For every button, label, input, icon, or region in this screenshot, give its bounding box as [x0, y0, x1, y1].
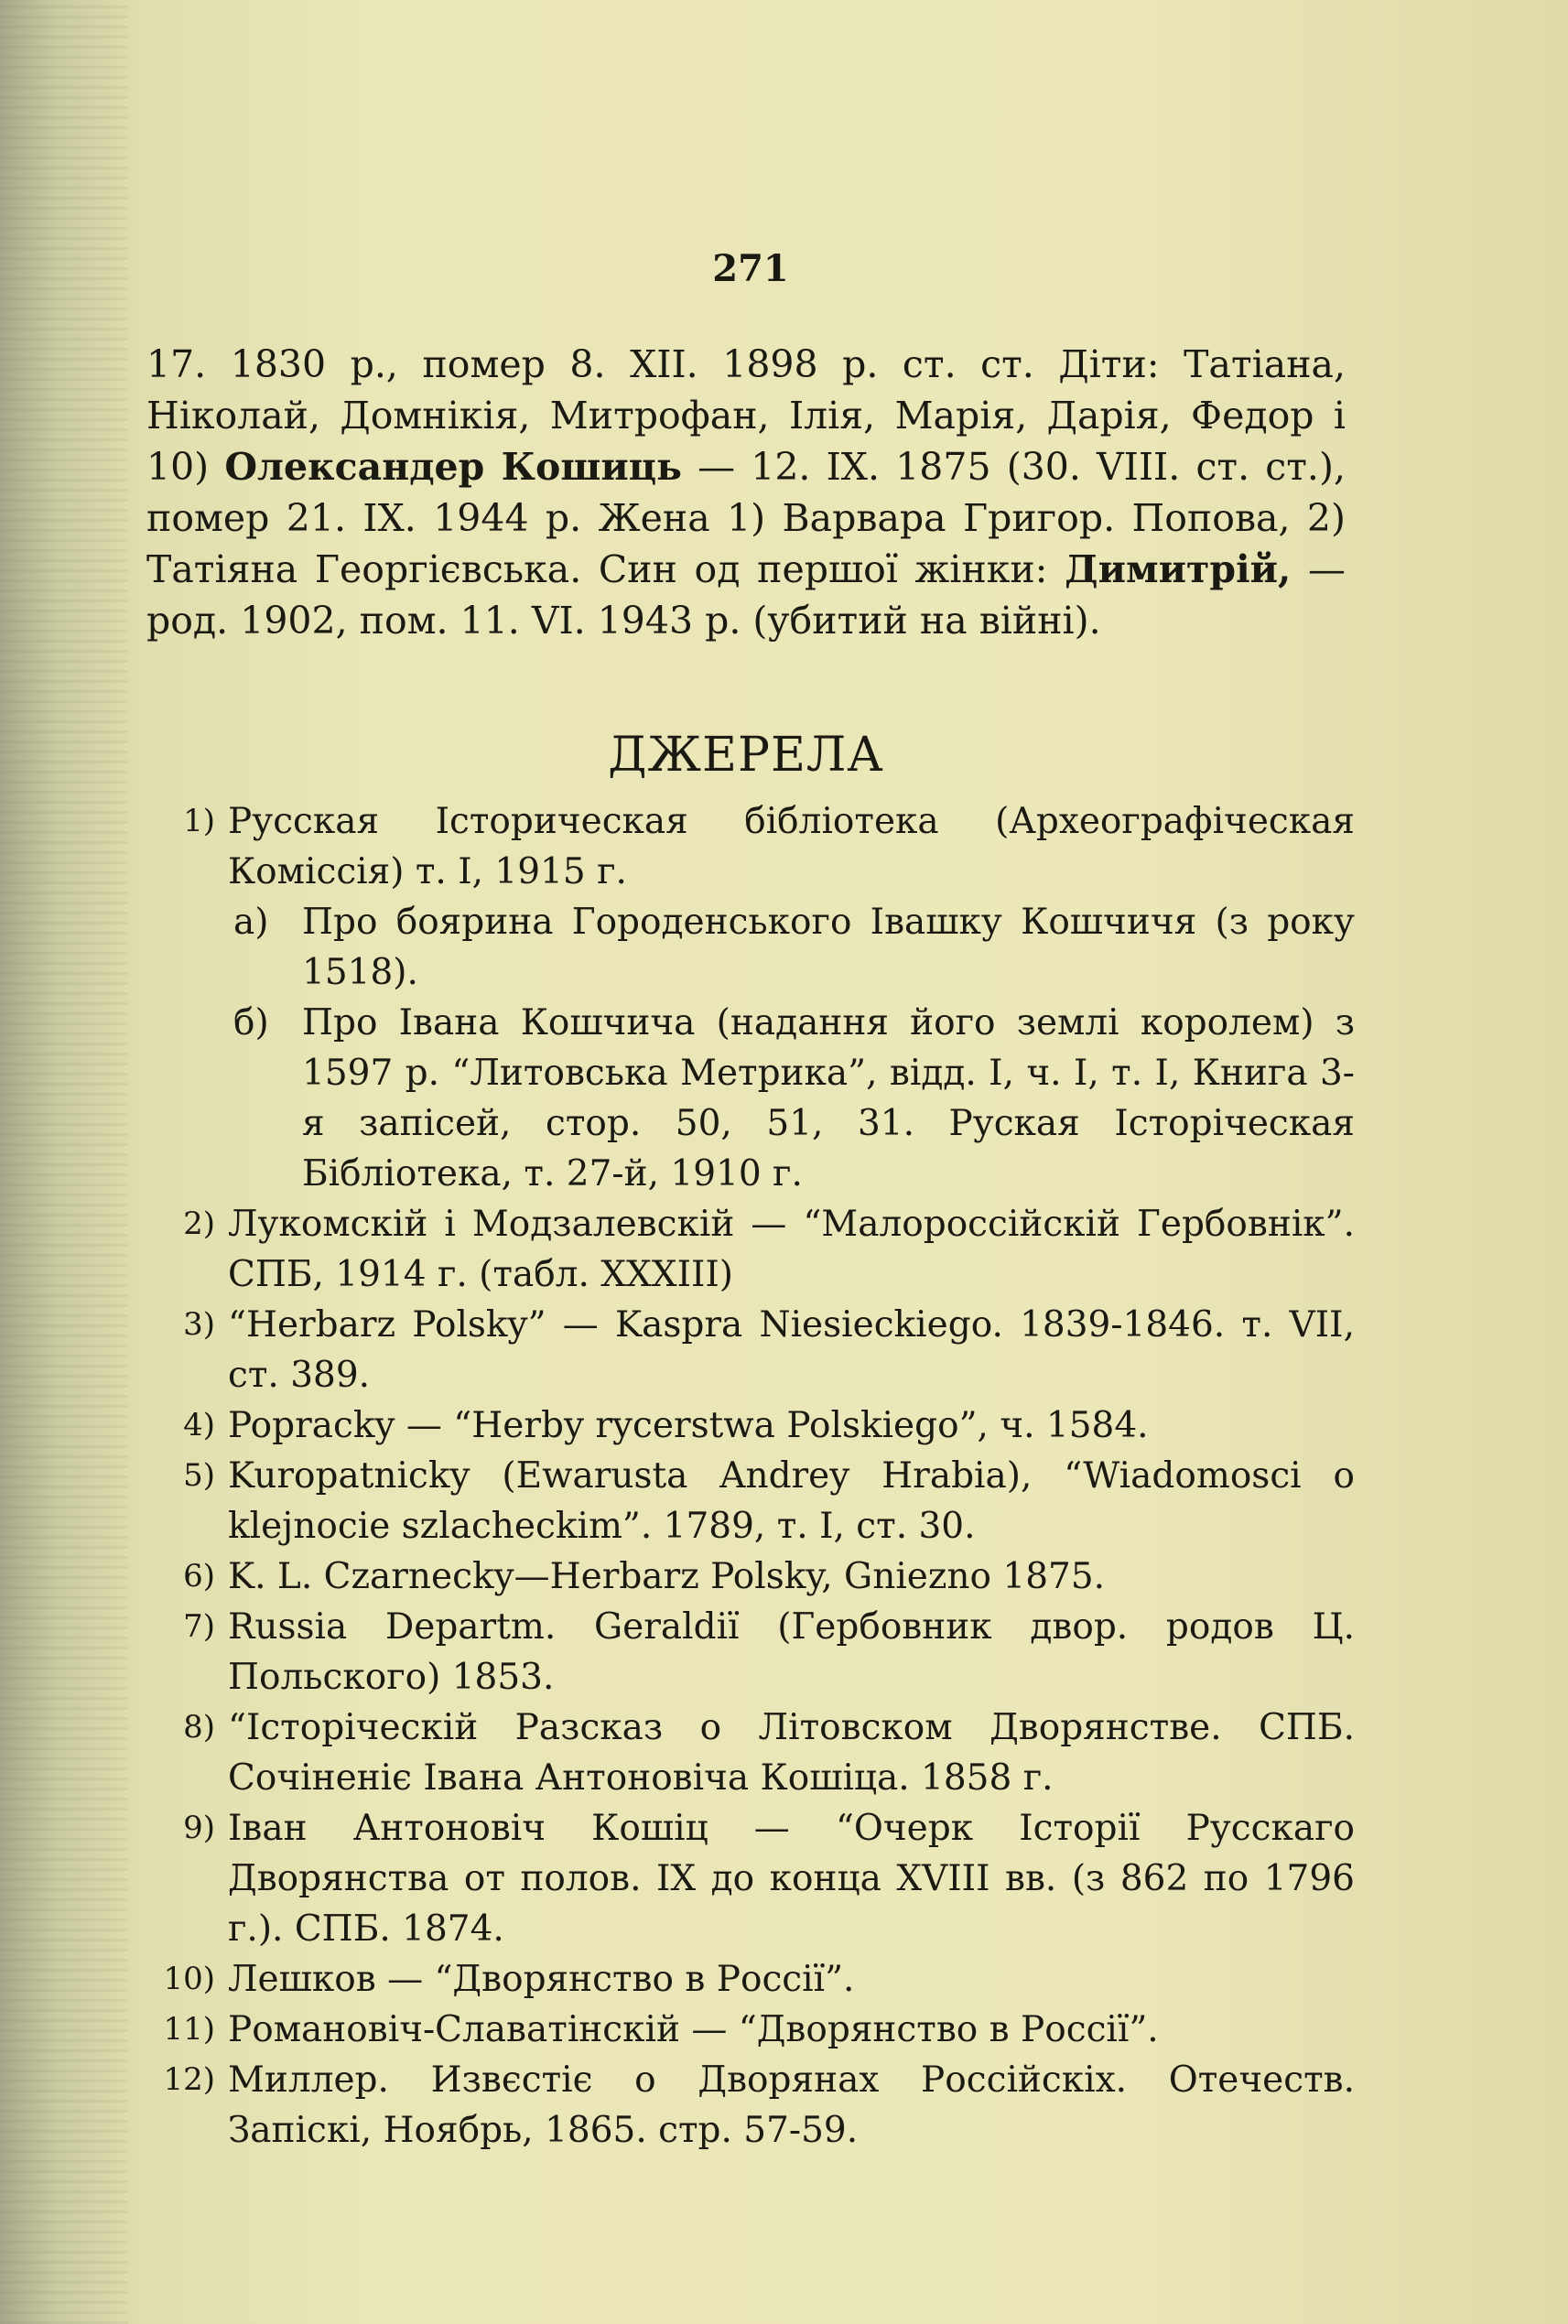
- source-number: 12): [163, 2061, 215, 2098]
- source-item: [146, 1954, 1355, 2005]
- name-dymytriy: Димитрій,: [1065, 547, 1292, 591]
- source-item: [146, 2005, 1355, 2055]
- source-item: [146, 1300, 1355, 1400]
- name-oleksander-koshyts: Олександер Кошиць: [224, 445, 682, 489]
- section-title: ДЖЕРЕЛА: [608, 728, 884, 783]
- binding-gutter: [0, 0, 128, 2324]
- source-number: 8): [183, 1709, 215, 1746]
- source-number: 4): [183, 1407, 215, 1443]
- source-number: 3): [183, 1306, 215, 1343]
- subitem-letter: б): [233, 1002, 269, 1043]
- source-item: [146, 1199, 1355, 1300]
- genealogy-paragraph: [146, 339, 1346, 646]
- source-item: [146, 796, 1355, 897]
- source-text: “Herbarz Polsky” — Kaspra Niesieckiego. 1839-1846. т. VII, ст. 389.: [228, 1304, 1355, 1396]
- subitem-text: Про боярина Городенського Івашку Кошчичя (з року 1518).: [302, 902, 1355, 993]
- source-text: K. L. Czarnecky—Herbarz Polsky, Gniezno 1875.: [228, 1556, 1106, 1597]
- paragraph-text-3: — род. 1902, пом. 11. VI. 1943 р. (убитий на війні).: [146, 547, 1346, 643]
- source-item: [146, 1803, 1355, 1954]
- source-number: 5): [183, 1457, 215, 1494]
- source-text: Романовіч-Славатінскій — “Дворянство в Россії”.: [228, 2009, 1159, 2050]
- sources-list: [146, 796, 1355, 2156]
- source-number: 2): [183, 1205, 215, 1242]
- subitem-letter: а): [233, 902, 269, 943]
- source-item: [146, 1451, 1355, 1551]
- source-item: [146, 1702, 1355, 1803]
- source-number: 11): [163, 2011, 215, 2048]
- paragraph-text-1: 17. 1830 р., помер 8. XII. 1898 р. ст. ст. Діти: Татіана, Ніколай, Домнікія, Митрофан, Ілія, Марія, Дарія, Федор і 10): [146, 342, 1346, 489]
- source-item: [146, 1400, 1355, 1451]
- page-number: 271: [712, 247, 789, 290]
- source-text: Russia Departm. Geraldiї (Гербовник двор. родов Ц. Польского) 1853.: [228, 1606, 1355, 1698]
- source-subitem: [233, 897, 1355, 998]
- source-text: Popracky — “Herby rycerstwa Polskiego”, ч. 1584.: [228, 1405, 1149, 1446]
- source-item: [146, 1602, 1355, 1702]
- source-text: Лукомскій і Модзалевскій — “Малороссійскій Гербовнік”. СПБ, 1914 г. (табл. XXXIII): [228, 1204, 1355, 1295]
- source-text: Іван Антоновіч Кошіц — “Очерк Історії Русскаго Дворянства от полов. IX до конца XVIII вв. (з 862 по 1796 г.). СПБ. 1874.: [228, 1808, 1355, 1950]
- source-number: 9): [183, 1810, 215, 1846]
- source-number: 10): [163, 1961, 215, 1997]
- source-number: 1): [183, 803, 215, 839]
- source-number: 7): [183, 1608, 215, 1645]
- source-text: Миллер. Извєстіє о Дворянах Россійскіх. Отечеств. Запіскі, Ноябрь, 1865. стр. 57-59.: [228, 2059, 1355, 2151]
- source-text: Русская Історическая бібліотека (Археографіческая Коміссія) т. I, 1915 г.: [228, 801, 1355, 892]
- subitem-text: Про Івана Кошчича (надання його землі королем) з 1597 р. “Литовська Метрика”, відд. I, ч. I, т. I, Книга 3-я запісей, стор. 50, 51, 31. Руская Історіческая Бібліотека, т. 27-й, 1910 г.: [302, 1002, 1355, 1194]
- source-text: Лешков — “Дворянство в Россії”.: [228, 1959, 855, 2000]
- paragraph-text-2: — 12. IX. 1875 (30. VIII. ст. ст.), помер 21. IX. 1944 р. Жена 1) Варвара Григор. Попова, 2) Татіяна Георгієвська. Син од першої жінки:: [146, 445, 1346, 591]
- source-text: “Історіческій Разсказ о Літовском Дворянстве. СПБ. Сочіненіє Івана Антоновіча Кошіца. 1858 г.: [228, 1707, 1355, 1799]
- source-item: [146, 2055, 1355, 2156]
- source-text: Kuropatnicky (Ewarusta Andrey Hrabia), “Wiadomosci o klejnocie szlacheckim”. 1789, т. I, ст. 30.: [228, 1455, 1355, 1547]
- source-number: 6): [183, 1558, 215, 1594]
- source-item: [146, 1551, 1355, 1602]
- source-subitem: [233, 998, 1355, 1199]
